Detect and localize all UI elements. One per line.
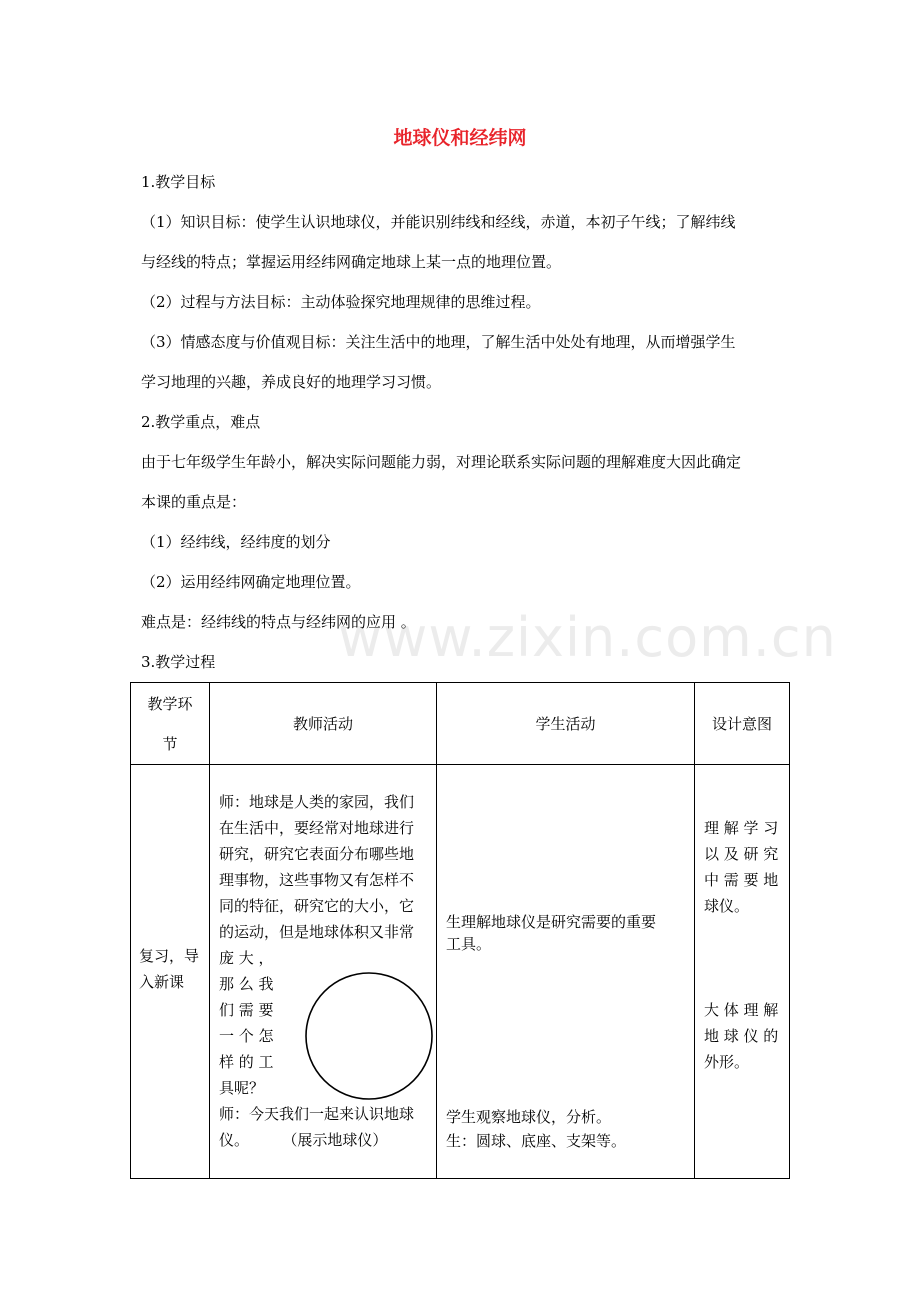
student-line: 生：圆球、底座、支架等。 — [446, 1132, 627, 1150]
teacher-line: 研究，研究它表面分布哪些地 — [219, 845, 415, 863]
intent-line: 中 需 要 地 — [704, 871, 779, 889]
key-point-1: （1）经纬线，经纬度的划分 — [141, 533, 331, 551]
teacher-line: 一 个 怎 — [219, 1027, 274, 1045]
teacher-line: 样 的 工 — [219, 1053, 274, 1071]
stage-line1: 复习，导 — [139, 946, 200, 965]
section-heading-key-points: 2.教学重点，难点 — [141, 413, 261, 431]
student-line: 工具。 — [446, 935, 492, 953]
student-line: 生理解地球仪是研究需要的重要 — [446, 913, 657, 931]
difficulty: 难点是：经纬线的特点与经纬网的应用 。 — [141, 613, 416, 631]
teacher-line: 的运动，但是地球体积又非常 — [219, 923, 415, 941]
goal-knowledge-line2: 与经线的特点；掌握运用经纬网确定地球上某一点的地理位置。 — [141, 253, 562, 271]
teacher-line: 在生活中，要经常对地球进行 — [219, 819, 415, 837]
stage-line2: 入新课 — [139, 972, 185, 991]
intent-line: 理 解 学 习 — [704, 819, 779, 837]
intent-line: 大 体 理 解 — [704, 1001, 779, 1019]
table-row — [131, 765, 790, 1179]
goal-knowledge-line1: （1）知识目标：使学生认识地球仪，并能识别纬线和经线，赤道，本初子午线；了解纬线 — [141, 213, 736, 231]
student-line: 学生观察地球仪，分析。 — [446, 1108, 612, 1126]
cell-stage — [131, 765, 210, 1179]
intent-line: 外形。 — [704, 1053, 750, 1071]
header-intent: 设计意图 — [695, 683, 790, 765]
intent-line: 球仪。 — [704, 897, 750, 915]
goal-attitude-line2: 学习地理的兴趣，养成良好的地理学习习惯。 — [141, 373, 442, 391]
teacher-line: 理事物，这些事物又有怎样不 — [219, 871, 415, 889]
teacher-line: 仪。 （展示地球仪） — [219, 1131, 388, 1149]
teacher-line: 们 需 要 — [219, 1001, 274, 1019]
header-stage-line2: 节 — [162, 734, 178, 753]
teacher-line: 师：今天我们一起来认识地球 — [219, 1105, 415, 1123]
teacher-line: 庞 大 ， — [219, 949, 274, 967]
key-intro-line2: 本课的重点是： — [141, 493, 247, 511]
header-student: 学生活动 — [437, 683, 695, 765]
globe-circle-icon — [302, 969, 436, 1103]
section-heading-process: 3.教学过程 — [141, 653, 216, 671]
cell-student-activity — [437, 765, 695, 1179]
teacher-line: 具呢？ — [219, 1079, 265, 1097]
header-teacher: 教师活动 — [210, 683, 437, 765]
intent-line: 以 及 研 究 — [704, 845, 779, 863]
watermark: www.zixin.com.cn — [338, 606, 837, 669]
teaching-process-table — [130, 682, 790, 1179]
intent-line: 地 球 仪 的 — [704, 1027, 779, 1045]
goal-attitude-line1: （3）情感态度与价值观目标：关注生活中的地理，了解生活中处处有地理，从而增强学生 — [141, 333, 736, 351]
section-heading-goals: 1.教学目标 — [141, 173, 216, 191]
teacher-line: 同的特征，研究它的大小，它 — [219, 897, 415, 915]
goal-process: （2）过程与方法目标：主动体验探究地理规律的思维过程。 — [141, 293, 541, 311]
header-stage-line1: 教学环 — [147, 694, 193, 713]
cell-teacher-activity — [210, 765, 437, 1179]
key-intro-line1: 由于七年级学生年龄小，解决实际问题能力弱，对理论联系实际问题的理解难度大因此确定 — [141, 453, 742, 471]
table-header-row — [131, 683, 790, 765]
teacher-line: 师：地球是人类的家园，我们 — [219, 793, 415, 811]
cell-design-intent — [695, 765, 790, 1179]
header-stage — [131, 683, 210, 765]
page-title: 地球仪和经纬网 — [393, 127, 527, 149]
key-point-2: （2）运用经纬网确定地理位置。 — [141, 573, 361, 591]
teacher-line: 那 么 我 — [219, 975, 274, 993]
